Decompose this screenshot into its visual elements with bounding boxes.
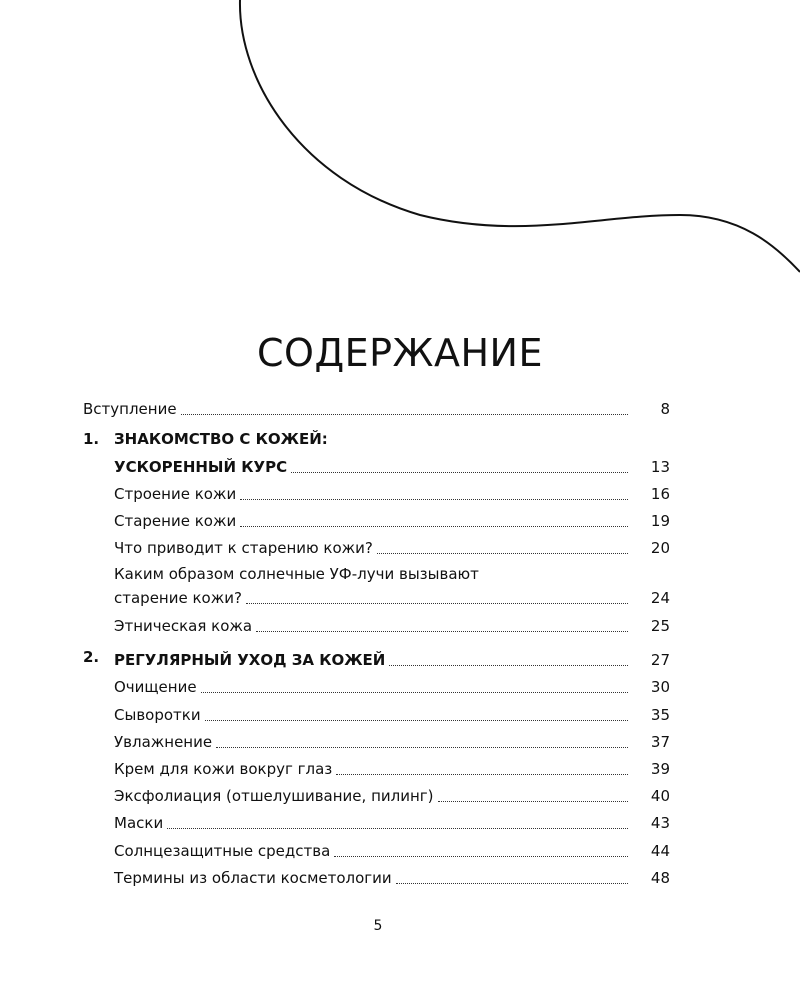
folio-page-number: 5: [373, 918, 383, 934]
dot-leader: [240, 498, 628, 500]
toc-page-number: 39: [650, 760, 670, 778]
toc-label: Солнцезащитные средства: [114, 842, 331, 860]
toc-row-cleansing[interactable]: [0, 675, 800, 699]
toc-label: Что приводит к старению кожи?: [114, 539, 373, 557]
toc-row-masks[interactable]: [0, 811, 800, 835]
toc-row-aging-causes[interactable]: [0, 536, 800, 560]
toc-page-number: 43: [650, 814, 670, 832]
toc-row-skin-aging[interactable]: [0, 509, 800, 533]
toc-page-number: 44: [650, 842, 670, 860]
chapter-title-line2: УСКОРЕННЫЙ КУРС: [114, 458, 288, 476]
toc-label: Этническая кожа: [114, 617, 253, 635]
chapter-title-line1[interactable]: ЗНАКОМСТВО С КОЖЕЙ:: [114, 430, 328, 448]
dot-leader: [336, 773, 628, 775]
toc-page-number: 16: [650, 485, 670, 503]
toc-page-number: 27: [650, 651, 670, 669]
toc-label: Вступление: [83, 400, 177, 418]
dot-leader: [396, 882, 628, 884]
dot-leader: [377, 552, 628, 554]
dot-leader: [246, 602, 628, 604]
dot-leader: [334, 855, 628, 857]
chapter-number: 1.: [83, 430, 100, 448]
toc-row-chapter-2[interactable]: [0, 648, 800, 672]
chapter-title: РЕГУЛЯРНЫЙ УХОД ЗА КОЖЕЙ: [114, 651, 386, 669]
dot-leader: [240, 525, 628, 527]
toc-row-moisturizing[interactable]: [0, 730, 800, 754]
dot-leader: [438, 800, 628, 802]
dot-leader: [205, 719, 628, 721]
toc-row-sunscreen[interactable]: [0, 839, 800, 863]
toc-page-number: 20: [650, 539, 670, 557]
toc-page-number: 24: [650, 589, 670, 607]
dot-leader: [201, 691, 628, 693]
toc-row-exfoliation[interactable]: [0, 784, 800, 808]
toc-label: Крем для кожи вокруг глаз: [114, 760, 333, 778]
toc-label: Увлажнение: [114, 733, 213, 751]
toc-page-number: 19: [650, 512, 670, 530]
toc-page-number: 37: [650, 733, 670, 751]
toc-row-glossary[interactable]: [0, 866, 800, 890]
toc-label: старение кожи?: [114, 589, 242, 607]
chapter-number: 2.: [83, 648, 100, 666]
toc-row-skin-structure[interactable]: [0, 482, 800, 506]
toc-row-uv-aging[interactable]: [0, 586, 800, 610]
toc-label: Эксфолиация (отшелушивание, пилинг): [114, 787, 434, 805]
toc-row-intro[interactable]: [0, 397, 800, 421]
dot-leader: [216, 746, 628, 748]
toc-page-number: 25: [650, 617, 670, 635]
dot-leader: [181, 413, 628, 415]
toc-row-serums[interactable]: [0, 703, 800, 727]
decorative-curve: [0, 0, 800, 300]
toc-label: Очищение: [114, 678, 197, 696]
toc-label: Маски: [114, 814, 164, 832]
toc-page-number: 30: [650, 678, 670, 696]
dot-leader: [256, 630, 628, 632]
page-title: СОДЕРЖАНИЕ: [257, 331, 543, 375]
toc-label: Термины из области косметологии: [114, 869, 392, 887]
toc-label: Старение кожи: [114, 512, 237, 530]
toc-page-number: 8: [660, 400, 670, 418]
dot-leader: [389, 664, 628, 666]
toc-label: Строение кожи: [114, 485, 237, 503]
toc-row-chapter-1[interactable]: [0, 455, 800, 479]
toc-label: Сыворотки: [114, 706, 201, 724]
dot-leader: [167, 827, 628, 829]
toc-row-ethnic-skin[interactable]: [0, 614, 800, 638]
dot-leader: [291, 471, 628, 473]
toc-page-number: 40: [650, 787, 670, 805]
toc-row-eye-cream[interactable]: [0, 757, 800, 781]
toc-label-line1[interactable]: Каким образом солнечные УФ-лучи вызывают: [114, 565, 479, 583]
toc-page-number: 35: [650, 706, 670, 724]
toc-page-number: 13: [650, 458, 670, 476]
toc-page-number: 48: [650, 869, 670, 887]
